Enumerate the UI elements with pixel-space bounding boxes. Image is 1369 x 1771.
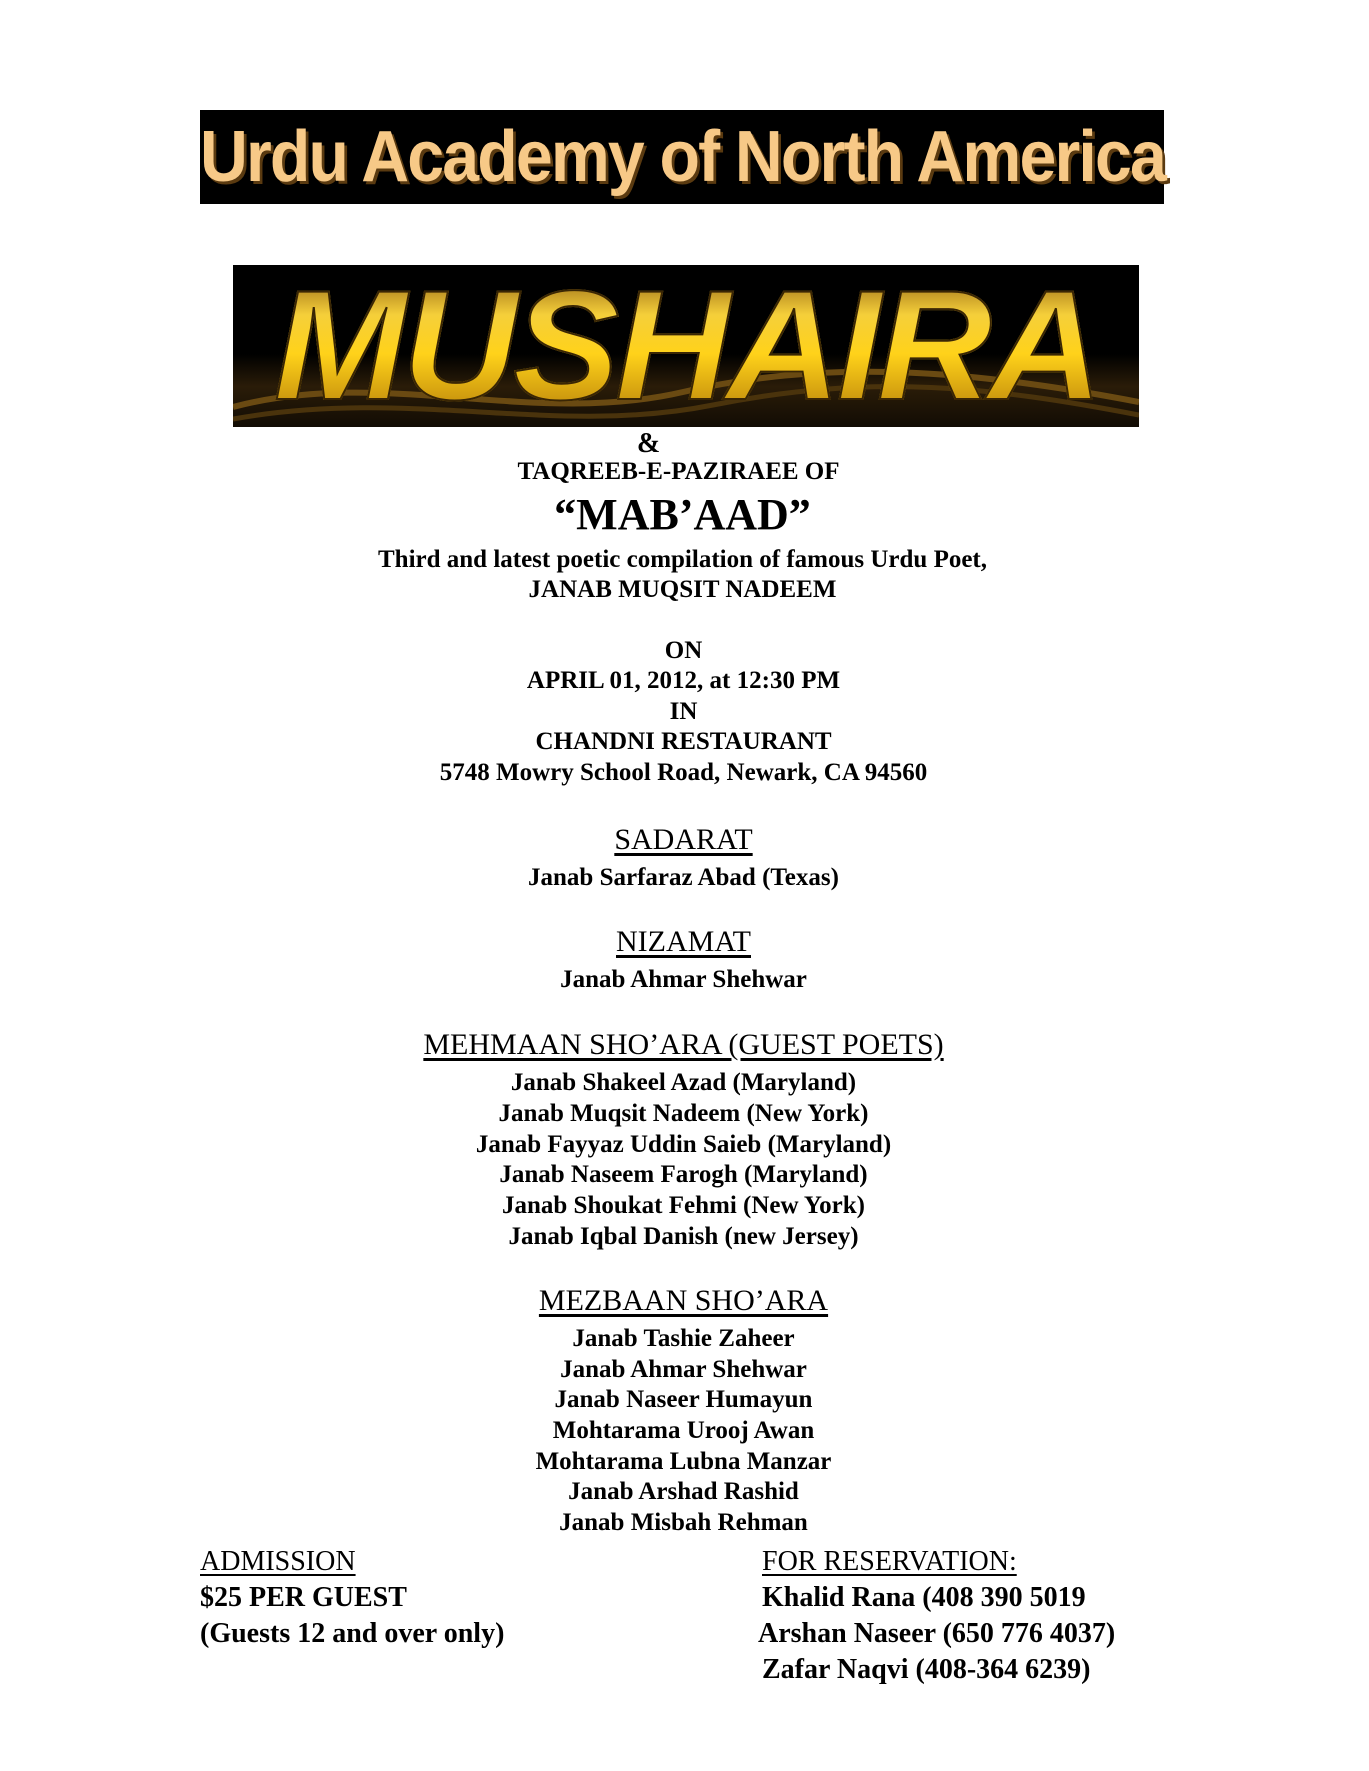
reservation-heading: FOR RESERVATION: xyxy=(762,1546,1017,1577)
host-poets-heading: MEZBAAN SHO’ARA xyxy=(538,1284,829,1317)
host-poet-item: Janab Misbah Rehman xyxy=(559,1509,808,1536)
host-poet-item: Mohtarama Urooj Awan xyxy=(552,1417,815,1444)
host-poet-item: Janab Ahmar Shehwar xyxy=(560,1356,807,1383)
on-label: ON xyxy=(664,637,703,664)
book-title: “MAB’AAD” xyxy=(554,490,811,539)
host-poet-item: Janab Arshad Rashid xyxy=(568,1478,799,1505)
sadarat-name: Janab Sarfaraz Abad (Texas) xyxy=(528,864,839,891)
mushaira-title: MUSHAIRA xyxy=(273,265,1099,427)
admission-note: (Guests 12 and over only) xyxy=(200,1618,505,1649)
reservation-block xyxy=(758,1544,1116,1688)
reservation-contact: Khalid Rana (408 390 5019 xyxy=(762,1582,1086,1613)
taqreeb-text: TAQREEB-E-PAZIRAEE OF xyxy=(517,458,840,485)
featured-poet: JANAB MUQSIT NADEEM xyxy=(528,576,837,603)
in-label: IN xyxy=(669,698,698,725)
host-poet-item: Janab Naseer Humayun xyxy=(554,1386,813,1413)
admission-price: $25 PER GUEST xyxy=(200,1582,407,1613)
venue-address: 5748 Mowry School Road, Newark, CA 94560 xyxy=(439,759,928,786)
nizamat-name: Janab Ahmar Shehwar xyxy=(560,966,807,993)
guest-poet-item: Janab Muqsit Nadeem (New York) xyxy=(498,1100,869,1127)
guest-poet-item: Janab Shakeel Azad (Maryland) xyxy=(510,1069,857,1096)
ampersand: & xyxy=(636,428,661,459)
venue-name: CHANDNI RESTAURANT xyxy=(535,728,832,755)
organization-banner xyxy=(200,110,1164,204)
host-poet-item: Mohtarama Lubna Manzar xyxy=(535,1448,832,1475)
sadarat-heading: SADARAT xyxy=(614,823,753,856)
guest-poet-item: Janab Iqbal Danish (new Jersey) xyxy=(508,1223,859,1250)
guest-poet-item: Janab Naseem Farogh (Maryland) xyxy=(499,1161,868,1188)
book-description: Third and latest poetic compilation of famous Urdu Poet, xyxy=(377,546,988,573)
admission-heading: ADMISSION xyxy=(200,1546,356,1577)
reservation-contact: Zafar Naqvi (408-364 6239) xyxy=(762,1654,1091,1685)
guest-poets-heading: MEHMAAN SHO’ARA (GUEST POETS) xyxy=(423,1028,944,1061)
admission-block xyxy=(200,1544,504,1652)
organization-name: Urdu Academy of North America xyxy=(199,117,1165,197)
nizamat-heading: NIZAMAT xyxy=(616,925,751,958)
guest-poet-item: Janab Fayyaz Uddin Saieb (Maryland) xyxy=(475,1131,892,1158)
reservation-contact: Arshan Naseer (650 776 4037) xyxy=(758,1618,1116,1649)
guest-poet-item: Janab Shoukat Fehmi (New York) xyxy=(501,1192,865,1219)
event-date-time: APRIL 01, 2012, at 12:30 PM xyxy=(526,667,841,694)
host-poet-item: Janab Tashie Zaheer xyxy=(572,1325,795,1352)
mushaira-banner xyxy=(233,265,1139,427)
